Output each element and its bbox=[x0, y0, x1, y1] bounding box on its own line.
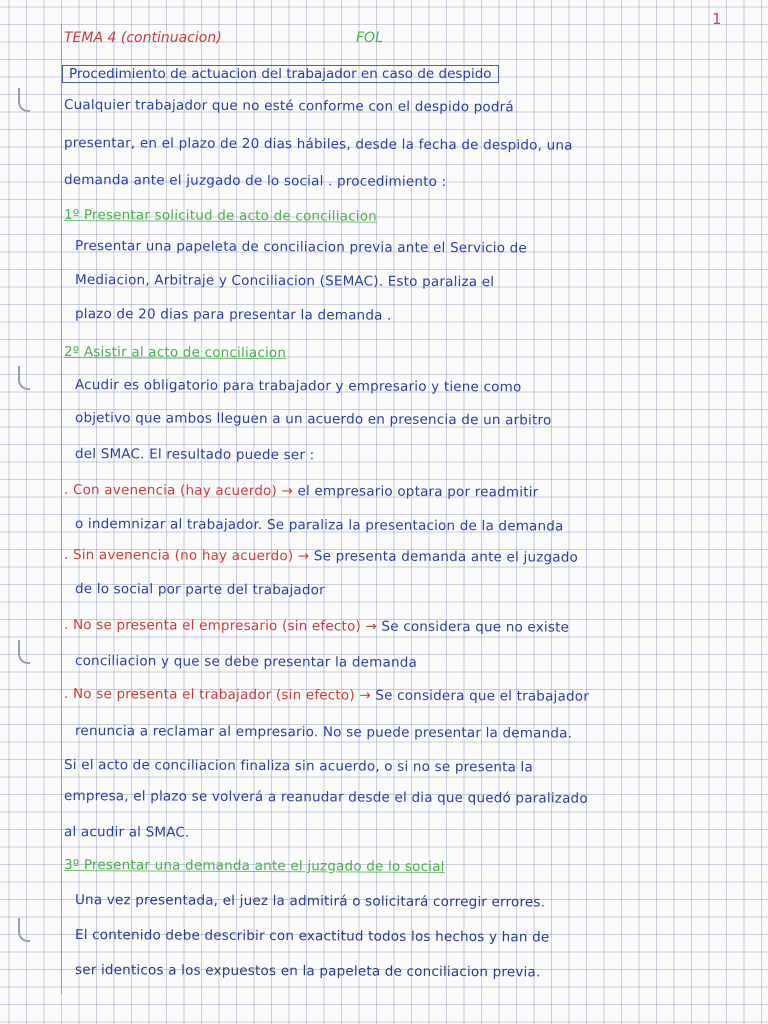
topic-header: TEMA 4 (continuacion) bbox=[64, 30, 222, 46]
note-line bbox=[64, 97, 514, 115]
note-line bbox=[75, 516, 564, 535]
line-text: . Con avenencia (hay acuerdo) bbox=[63, 482, 278, 500]
note-line bbox=[75, 962, 541, 980]
outcome-result: el empresario optara por readmitir bbox=[297, 483, 539, 501]
note-line bbox=[64, 788, 588, 807]
step-heading bbox=[64, 207, 377, 225]
note-line bbox=[75, 892, 545, 910]
line-text: 2º Asistir al acto de conciliacion bbox=[63, 344, 287, 362]
margin-line bbox=[61, 24, 62, 994]
note-line bbox=[75, 581, 325, 598]
note-line bbox=[64, 824, 190, 841]
note-line bbox=[75, 723, 572, 742]
note-line bbox=[64, 135, 573, 154]
line-text: demanda ante el juzgado de lo social . procedimiento : bbox=[63, 172, 447, 191]
arrow-icon: → bbox=[354, 687, 376, 704]
outcome-line bbox=[64, 686, 589, 705]
line-text: del SMAC. El resultado puede ser : bbox=[74, 446, 315, 464]
line-text: de lo social por parte del trabajador bbox=[74, 581, 325, 599]
outcome-result: Se considera que no existe bbox=[381, 618, 570, 636]
line-text: objetivo que ambos lleguen a un acuerdo en presencia de un arbitro bbox=[74, 410, 552, 429]
binder-hole-mark bbox=[18, 640, 30, 664]
step-heading bbox=[64, 857, 445, 875]
line-text: El contenido debe describir con exactitud todos los hechos y han de bbox=[74, 927, 550, 946]
line-text: ser identicos a los expuestos en la papeleta de conciliacion previa. bbox=[74, 962, 541, 981]
note-line bbox=[64, 757, 533, 775]
line-text: . No se presenta el empresario (sin efecto) bbox=[63, 617, 361, 635]
line-text: Presentar una papeleta de conciliacion previa ante el Servicio de bbox=[74, 238, 528, 257]
note-line bbox=[75, 446, 315, 463]
arrow-icon: → bbox=[293, 548, 314, 565]
outcome-line bbox=[64, 482, 539, 500]
line-text: renuncia a reclamar al empresario. No se puede presentar la demanda. bbox=[74, 723, 573, 742]
line-text: Acudir es obligatorio para trabajador y empresario y tiene como bbox=[74, 377, 522, 396]
line-text: Cualquier trabajador que no esté conforme con el despido podrá bbox=[63, 97, 514, 116]
page-title: Procedimiento de actuacion del trabajador en caso de despido bbox=[62, 65, 499, 83]
outcome-line bbox=[64, 547, 578, 566]
binder-hole-mark bbox=[18, 366, 30, 390]
line-text: al acudir al SMAC. bbox=[63, 824, 190, 841]
note-line bbox=[75, 927, 549, 945]
note-line bbox=[75, 238, 527, 256]
note-line bbox=[75, 272, 494, 290]
binder-hole-mark bbox=[18, 918, 30, 942]
note-line bbox=[75, 306, 392, 324]
note-line bbox=[75, 653, 417, 671]
page-number: 1 bbox=[712, 10, 722, 28]
line-text: o indemnizar al trabajador. Se paraliza la presentacion de la demanda bbox=[74, 516, 564, 535]
line-text: . Sin avenencia (no hay acuerdo) bbox=[63, 547, 294, 565]
outcome-result: Se considera que el trabajador bbox=[375, 687, 590, 705]
outcome-line bbox=[64, 617, 569, 636]
note-line bbox=[64, 172, 446, 190]
line-text: 1º Presentar solicitud de acto de conciliacion bbox=[63, 207, 377, 225]
note-line bbox=[75, 410, 552, 428]
outcome-result: Se presenta demanda ante el juzgado bbox=[313, 548, 579, 566]
arrow-icon: → bbox=[276, 483, 298, 500]
line-text: Mediacion, Arbitraje y Conciliacion (SEMAC). Esto paraliza el bbox=[74, 272, 495, 291]
line-text: empresa, el plazo se volverá a reanudar desde el dia que quedó paralizado bbox=[63, 788, 588, 807]
line-text: 3º Presentar una demanda ante el juzgado de lo social bbox=[63, 857, 445, 875]
subject-header: FOL bbox=[356, 30, 383, 46]
line-text: Si el acto de conciliacion finaliza sin acuerdo, o si no se presenta la bbox=[63, 757, 534, 776]
step-heading bbox=[64, 344, 286, 361]
binder-hole-mark bbox=[18, 88, 30, 112]
line-text: Una vez presentada, el juez la admitirá o solicitará corregir errores. bbox=[74, 892, 546, 911]
line-text: conciliacion y que se debe presentar la demanda bbox=[74, 653, 418, 671]
line-text: . No se presenta el trabajador (sin efecto) bbox=[63, 686, 355, 704]
line-text: presentar, en el plazo de 20 dias hábiles, desde la fecha de despido, una bbox=[63, 135, 573, 154]
note-line bbox=[75, 377, 522, 395]
arrow-icon: → bbox=[360, 618, 382, 635]
line-text: plazo de 20 dias para presentar la demanda . bbox=[74, 306, 392, 324]
